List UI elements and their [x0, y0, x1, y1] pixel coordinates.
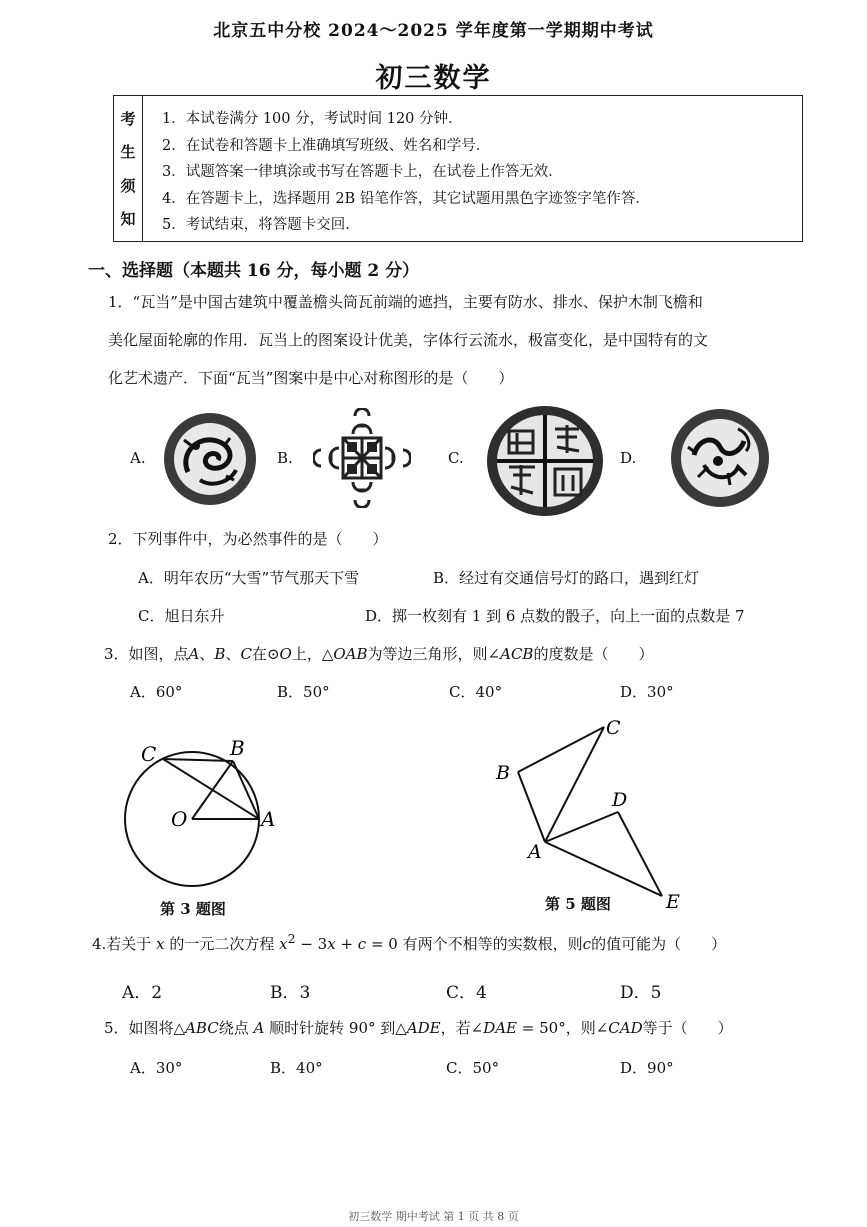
q4-option-c: C．4	[446, 983, 487, 1003]
q1-line: 1．“瓦当”是中国古建筑中覆盖檐头筒瓦前端的遮挡，主要有防水、排水、保护木制飞檐和	[108, 293, 703, 311]
q4-eq-part: +	[335, 935, 358, 953]
q3-text: 的度数是（ ）	[533, 645, 654, 663]
notice-side-label	[114, 96, 143, 241]
q4-var-c: c	[582, 935, 592, 953]
q5-option-c: C．50°	[446, 1059, 500, 1077]
q2-stem: 2．下列事件中，为必然事件的是（ ）	[108, 530, 388, 548]
q4-option-a: A．2	[122, 983, 163, 1003]
q5-text: 绕点	[218, 1019, 249, 1037]
q3-text: 、	[199, 645, 215, 663]
label-o: O	[171, 807, 188, 831]
q3-text: 上，△	[291, 645, 334, 663]
page-footer: 初三数学 期中考试 第 1 页 共 8 页	[348, 1210, 519, 1223]
q3-option-d: D．30°	[620, 683, 674, 701]
q5-text: 顺时针旋转 90° 到△	[269, 1019, 407, 1037]
notice-item: 5．考试结束，将答题卡交回．	[162, 217, 360, 233]
q5-text: 5．如图将△	[104, 1019, 186, 1037]
label-b: B	[230, 736, 245, 760]
figure-5-rotation-diagram	[490, 712, 690, 912]
q5-option-b: B．40°	[270, 1059, 323, 1077]
q5-triangle-abc: ABC	[185, 1019, 219, 1037]
q5-option-d: D．90°	[620, 1059, 674, 1077]
q3-angle-acb: ACB	[500, 645, 534, 663]
q3-point-a: A	[188, 645, 200, 663]
q3-stem	[104, 643, 653, 664]
notice-list	[162, 106, 650, 239]
animal-tile-image	[668, 405, 772, 511]
q4-text: 有两个不相等的实数根，则	[402, 935, 583, 953]
notice-item: 2．在试卷和答题卡上准确填写班级、姓名和学号．	[162, 137, 491, 154]
notice-item: 4．在答题卡上，选择题用 2B 铅笔作答，其它试题用黑色字迹签字笔作答．	[162, 190, 650, 207]
q4-equation	[279, 931, 398, 953]
q3-point-b: B	[214, 645, 226, 663]
q4-eq-x: x	[279, 935, 288, 953]
geometric-tile-image	[313, 408, 411, 508]
label-a: A	[261, 807, 276, 831]
inscription-tile-image	[483, 403, 607, 519]
exam-title: 北京五中分校 2024～2025 学年度第一学期期中考试	[213, 21, 654, 41]
label-c: C	[141, 742, 157, 766]
q4-option-b: B．3	[270, 983, 311, 1003]
q5-triangle-ade: ADE	[406, 1019, 441, 1037]
q4-text: 的一元二次方程	[169, 935, 275, 953]
q2-option-b: B．经过有交通信号灯的路口，遇到红灯	[433, 569, 700, 587]
notice-side-char: 知	[120, 209, 136, 228]
q5-point-a: A	[253, 1019, 265, 1037]
q4-eq-part: = 0	[366, 935, 398, 953]
q1-option-a-label: A.	[130, 449, 146, 467]
dragon-tile-image	[160, 410, 260, 508]
q3-option-b: B．50°	[277, 683, 330, 701]
q3-circle-o: O	[279, 645, 292, 663]
label-e: E	[666, 891, 680, 912]
q3-triangle-oab: OAB	[333, 645, 368, 663]
label-a: A	[528, 841, 542, 863]
q2-option-d: D．掷一枚刻有 1 到 6 点数的骰子，向上一面的点数是 7	[365, 607, 745, 625]
q4-eq-part: − 3	[295, 935, 328, 953]
q4-var-x: x	[156, 935, 165, 953]
q4-text: 的值可能为（ ）	[591, 935, 727, 953]
q4-stem	[92, 931, 726, 954]
section-heading: 一、选择题（本题共 16 分，每小题 2 分）	[88, 261, 420, 281]
q3-option-a: A．60°	[130, 683, 183, 701]
q3-point-c: C	[240, 645, 252, 663]
q4-text: 4.若关于	[92, 935, 152, 953]
q5-text: = 50°，则∠	[517, 1019, 609, 1037]
q5-stem	[104, 1017, 733, 1038]
notice-item: 3．试题答案一律填涂或书写在答题卡上，在试卷上作答无效．	[162, 164, 563, 180]
subject-title: 初三数学	[375, 63, 492, 94]
q5-angle-cad: CAD	[608, 1019, 643, 1037]
label-c: C	[606, 717, 621, 739]
q1-option-c-label: C.	[448, 449, 464, 467]
q2-option-c: C．旭日东升	[138, 607, 225, 625]
q1-option-d-label: D.	[620, 449, 637, 467]
q3-text: 为等边三角形，则∠	[367, 645, 501, 663]
q5-option-a: A．30°	[130, 1059, 183, 1077]
q3-text: 在⊙	[251, 645, 280, 663]
label-d: D	[612, 789, 628, 811]
q4-eq-c: c	[357, 935, 367, 953]
notice-side-char: 生	[120, 143, 136, 162]
q3-text: 、	[225, 645, 241, 663]
q1-line: 化艺术遗产．下面“瓦当”图案中是中心对称图形的是（ ）	[108, 369, 514, 387]
q2-option-a: A．明年农历“大雪”节气那天下雪	[138, 569, 360, 587]
q4-eq-exponent: 2	[287, 931, 296, 946]
label-b: B	[496, 762, 510, 784]
notice-side-char: 考	[120, 110, 136, 129]
q1-option-b-label: B.	[277, 449, 293, 467]
q3-option-c: C．40°	[449, 683, 503, 701]
q5-text: 等于（ ）	[642, 1019, 733, 1037]
q5-text: ，若∠	[440, 1019, 484, 1037]
q4-eq-x: x	[327, 935, 336, 953]
q1-line: 美化屋面轮廓的作用．瓦当上的图案设计优美，字体行云流水，极富变化，是中国特有的文	[108, 331, 709, 349]
exam-notice-box	[113, 95, 803, 242]
q4-option-d: D．5	[620, 983, 662, 1003]
notice-item: 1．本试卷满分 100 分，考试时间 120 分钟．	[162, 111, 463, 127]
figure-3-circle-diagram	[115, 735, 295, 905]
q3-text: 3．如图，点	[104, 645, 189, 663]
notice-side-char: 须	[120, 176, 136, 195]
figure-3-caption: 第 3 题图	[160, 900, 226, 918]
q5-angle-dae: DAE	[483, 1019, 518, 1037]
figure-5-caption: 第 5 题图	[545, 895, 611, 913]
